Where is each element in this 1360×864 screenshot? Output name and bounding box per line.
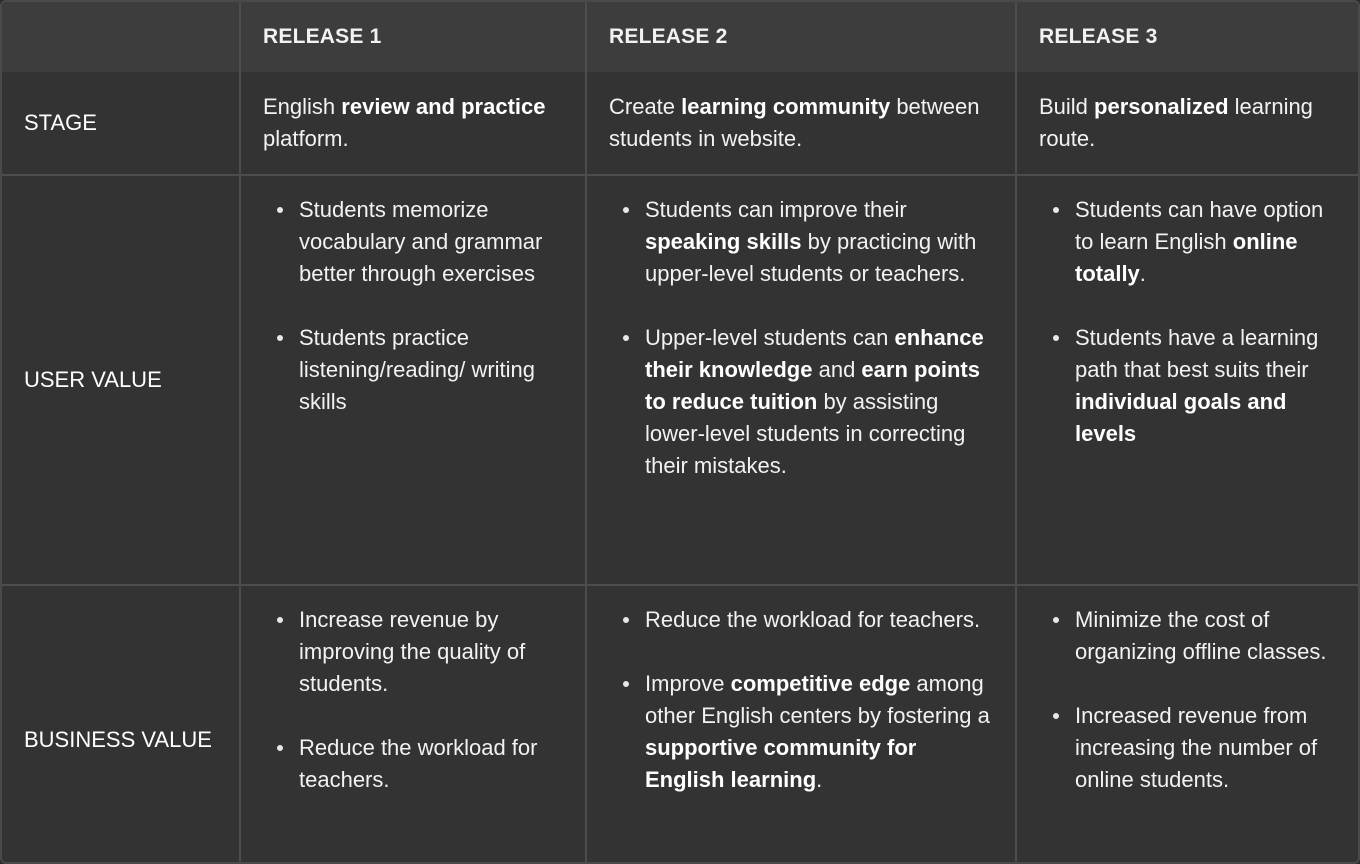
body-text: and: [812, 357, 862, 382]
emphasis-text: personalized: [1094, 94, 1229, 119]
emphasis-text: competitive edge: [730, 671, 911, 696]
body-text: learning route.: [1039, 94, 1313, 151]
bullet-item: [299, 194, 563, 290]
header-row: [2, 2, 1358, 72]
body-text: Improve: [645, 671, 731, 696]
business-value-list-release-3: [1039, 604, 1336, 796]
bullet-item: [299, 732, 563, 796]
row-label-business-value: BUSINESS VALUE: [2, 585, 240, 864]
bullet-item: [645, 604, 993, 636]
emphasis-text: individual goals and levels: [1075, 389, 1287, 446]
body-text: .: [816, 767, 823, 792]
body-text: Students can improve their: [645, 197, 907, 222]
body-text: by assisting lower-level students in correcting their mistakes.: [645, 389, 966, 478]
body-text: Students can have option to learn English: [1075, 197, 1324, 254]
bullet-item: [1075, 322, 1336, 450]
row-user-value: [2, 175, 1358, 585]
business-value-cell-release-1: [240, 585, 586, 864]
bullet-item: [1075, 700, 1336, 796]
body-text: Students memorize vocabulary and grammar better through exercises: [299, 197, 543, 286]
body-text: Upper-level students can: [645, 325, 895, 350]
emphasis-text: supportive community for English learning: [645, 735, 917, 792]
header-release-1: RELEASE 1: [240, 2, 586, 72]
business-value-list-release-2: [609, 604, 993, 796]
body-text: Create: [609, 94, 682, 119]
bullet-item: [1075, 194, 1336, 290]
bullet-item: [299, 322, 563, 418]
user-value-list-release-3: [1039, 194, 1336, 450]
bullet-item: [645, 322, 993, 482]
emphasis-text: enhance their knowledge: [645, 325, 984, 382]
release-table: [2, 2, 1358, 864]
bullet-item: [645, 668, 993, 796]
row-business-value: [2, 585, 1358, 864]
body-text: .: [1139, 261, 1146, 286]
header-release-2: RELEASE 2: [586, 2, 1016, 72]
stage-cell-release-2: [586, 72, 1016, 175]
bullet-item: [299, 604, 563, 700]
business-value-cell-release-3: [1016, 585, 1358, 864]
body-text: between students in website.: [609, 94, 980, 151]
user-value-list-release-1: [263, 194, 563, 418]
bullet-item: [1075, 604, 1336, 668]
user-value-list-release-2: [609, 194, 993, 482]
body-text: Reduce the workload for teachers.: [299, 735, 538, 792]
body-text: by practicing with upper-level students or teachers.: [645, 229, 977, 286]
stage-cell-release-3: [1016, 72, 1358, 175]
body-text: English: [263, 94, 342, 119]
row-label-stage: STAGE: [2, 72, 240, 175]
bullet-item: [645, 194, 993, 290]
body-text: Students practice listening/reading/ writing skills: [299, 325, 536, 414]
emphasis-text: review and practice: [341, 94, 546, 119]
emphasis-text: earn points to reduce tuition: [645, 357, 980, 414]
user-value-cell-release-1: [240, 175, 586, 585]
stage-cell-release-1: [240, 72, 586, 175]
emphasis-text: online totally: [1075, 229, 1298, 286]
row-label-user-value: USER VALUE: [2, 175, 240, 585]
body-text: Students have a learning path that best suits their: [1075, 325, 1319, 382]
body-text: Increase revenue by improving the quality of students.: [299, 607, 526, 696]
header-release-3: RELEASE 3: [1016, 2, 1358, 72]
body-text: among other English centers by fostering a: [645, 671, 990, 728]
user-value-cell-release-2: [586, 175, 1016, 585]
header-corner: [2, 2, 240, 72]
body-text: Reduce the workload for teachers.: [645, 607, 981, 632]
body-text: platform.: [263, 126, 349, 151]
user-value-cell-release-3: [1016, 175, 1358, 585]
business-value-list-release-1: [263, 604, 563, 796]
body-text: Minimize the cost of organizing offline classes.: [1075, 607, 1327, 664]
row-stage: [2, 72, 1358, 175]
emphasis-text: learning community: [681, 94, 891, 119]
body-text: Increased revenue from increasing the number of online students.: [1075, 703, 1318, 792]
body-text: Build: [1039, 94, 1095, 119]
business-value-cell-release-2: [586, 585, 1016, 864]
emphasis-text: speaking skills: [645, 229, 802, 254]
